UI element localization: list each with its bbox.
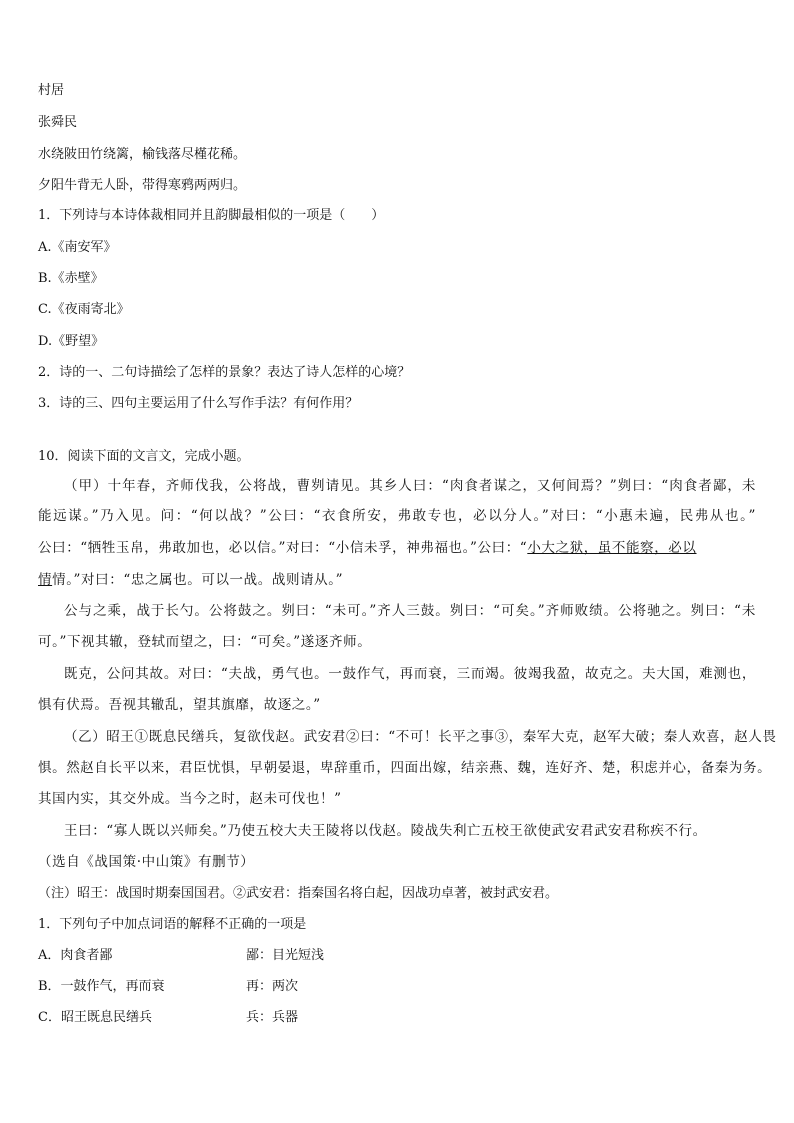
jia-p2-line-1: 公与之乘，战于长勺。公将鼓之。刿曰：“未可。”齐人三鼓。刿曰：“可矣。”齐师败绩。公将驰之。刿曰：“未 [64, 603, 756, 619]
jia-line-1: （甲）十年春，齐师伐我，公将战，曹刿请见。其乡人曰：“肉食者谋之，又何间焉？”刿曰：“肉食者鄙，未 [64, 478, 756, 494]
jia-p3-line-1: 既克，公问其故。对曰：“夫战，勇气也。一鼓作气，再而衰，三而竭。彼竭我盈，故克之。夫大国，难测也， [64, 666, 756, 682]
jia-p3-line-2: 惧有伏焉。吾视其辙乱，望其旗靡，故逐之。” [38, 697, 321, 713]
choice-a-label: A．肉食者鄙 [38, 948, 113, 963]
underlined-sentence-end: 情 [38, 572, 53, 588]
jia-line-3-text: 公曰：“牺牲玉帛，弗敢加也，必以信。”对曰：“小信未孚，神弗福也。”公曰：“ [38, 540, 528, 556]
underlined-sentence: 小大之狱，虽不能察，必以 [527, 540, 697, 556]
jia-p2-line-2: 可。”下视其辙，登轼而望之，曰：“可矣。”遂逐齐师。 [38, 634, 372, 650]
choice-a-gloss: 鄙：目光短浅 [246, 948, 325, 963]
source-citation: （选自《战国策·中山策》有删节） [38, 854, 255, 870]
option-c: C.《夜雨寄北》 [38, 302, 130, 317]
poem-title: 村居 [38, 83, 65, 98]
question-1: 1．下列诗与本诗体裁相同并且韵脚最相似的一项是（ ） [38, 208, 385, 223]
question-10-heading: 10．阅读下面的文言文，完成小题。 [38, 449, 250, 464]
jia-line-3 [38, 540, 697, 556]
choice-b-label: B．一鼓作气，再而衰 [38, 979, 165, 994]
jia-line-4-text: 情。”对曰：“忠之属也。可以一战。战则请从。” [52, 572, 344, 588]
yi-line-1: （乙）昭王①既息民缮兵，复欲伐赵。武安君②曰：“不可！长平之事③，秦军大克，赵军大破；秦人欢喜，赵人畏 [64, 729, 777, 745]
sub-question-1: 1．下列句子中加点词语的解释不正确的一项是 [38, 917, 307, 932]
question-3: 3．诗的三、四句主要运用了什么写作手法？有何作用？ [38, 396, 359, 411]
annotation-note: （注）昭王：战国时期秦国国君。②武安君：指秦国名将白起，因战功卓著，被封武安君。 [38, 886, 559, 901]
jia-line-4 [38, 572, 343, 588]
choice-c-label: C．昭王既息民缮兵 [38, 1010, 152, 1025]
option-a: A.《南安军》 [38, 240, 117, 255]
poem-author: 张舜民 [38, 115, 78, 130]
option-d: D.《野望》 [38, 334, 105, 349]
option-b: B.《赤壁》 [38, 271, 104, 286]
yi-line-2: 惧。然赵自长平以来，君臣忧惧，早朝晏退，卑辞重币，四面出嫁，结亲燕、魏，连好齐、楚，积虑并心，备秦为务。 [38, 760, 772, 776]
choice-c-gloss: 兵：兵器 [246, 1010, 299, 1025]
question-2: 2．诗的一、二句诗描绘了怎样的景象？表达了诗人怎样的心境？ [38, 365, 411, 380]
poem-line-1: 水绕陂田竹绕篱，榆钱落尽槿花稀。 [38, 147, 247, 162]
yi-line-4: 王曰：“寡人既以兴师矣。”乃使五校大夫王陵将以伐赵。陵战失利亡五校王欲使武安君武安君称疾不行。 [64, 823, 707, 839]
choice-b-gloss: 再：两次 [246, 979, 299, 994]
yi-line-3: 其国内实，其交外成。当今之时，赵未可伐也！” [38, 791, 342, 807]
poem-line-2: 夕阳牛背无人卧，带得寒鸦两两归。 [38, 178, 247, 193]
jia-line-2: 能远谋。”乃入见。问：“何以战？”公曰：“衣食所安，弗敢专也，必以分人。”对曰：“小惠未遍，民弗从也。” [38, 508, 756, 524]
